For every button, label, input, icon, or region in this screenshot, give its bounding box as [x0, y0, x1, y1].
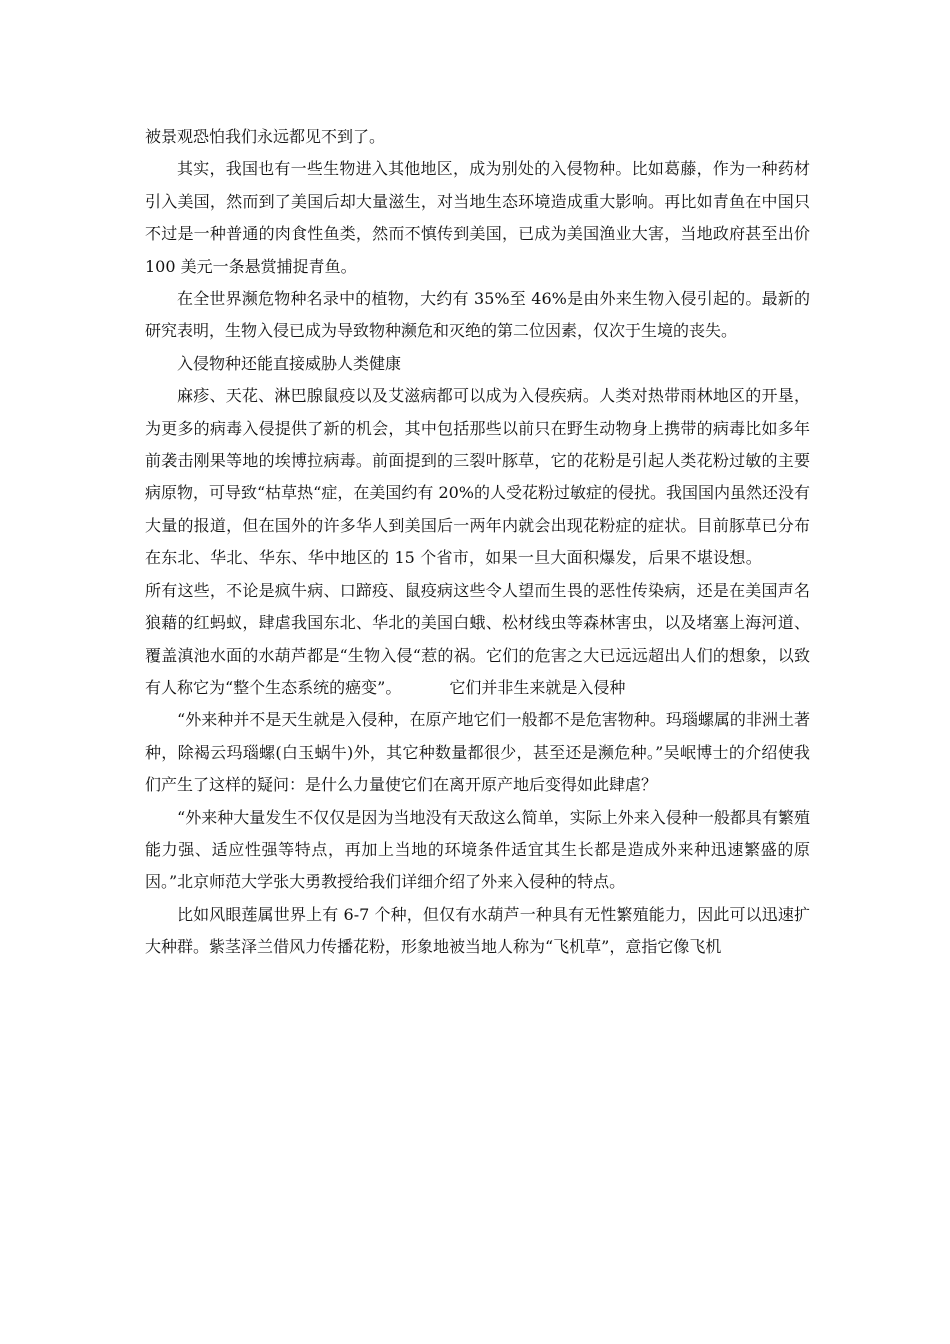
paragraph-invasive-diseases — [145, 380, 810, 704]
paragraph-invasive-species-abroad: 其实，我国也有一些生物进入其他地区，成为别处的入侵物种。比如葛藤，作为一种药材引入美国，然而到了美国后却大量滋生，对当地生态环境造成重大影响。再比如青鱼在中国只不过是一种普通的肉食性鱼类，然而不慎传到美国，已成为美国渔业大害，当地政府甚至出价 100 美元一条悬赏捕捉青鱼。 — [145, 159, 810, 276]
paragraph-endangered-plants: 在全世界濒危物种名录中的植物，大约有 35%至 46%是由外来生物入侵引起的。最新的研究表明，生物入侵已成为导致物种濒危和灭绝的第二位因素，仅次于生境的丧失。 — [145, 289, 810, 341]
paragraph-diseases-text: 麻疹、天花、淋巴腺鼠疫以及艾滋病都可以成为入侵疾病。人类对热带雨林地区的开垦，为更多的病毒入侵提供了新的机会，其中包括那些以前只在野生动物身上携带的病毒比如多年前袭击刚果等地的埃博拉病毒。前面提到的三裂叶豚草，它的花粉是引起人类花粉过敏的主要病原物，可导致“枯草热“症，在美国约有 20%的人受花粉过敏症的侵扰。我国国内虽然还没有大量的报道，但在国外的许多华人到美国后一两年内就会出现花粉症的症状。目前豚草已分布在东北、华北、华东、华中地区的 15 个省市，如果一旦大面积爆发，后果不堪设想。 — [145, 386, 811, 568]
section-heading-not-born-invasive: 它们并非生来就是入侵种 — [449, 677, 626, 697]
document-body — [145, 121, 810, 964]
section-heading-health-threat: 入侵物种还能直接威胁人类健康 — [177, 353, 402, 373]
paragraph-continuation: 被景观恐怕我们永远都见不到了。 — [145, 127, 386, 146]
paragraph-zhang-dayong-quote: “外来种大量发生不仅仅是因为当地没有天敌这么简单，实际上外来入侵种一般都具有繁殖能力强、适应性强等特点，再加上当地的环境条件适宜其生长都是造成外来种迅速繁盛的原因。”北京师范大学张大勇教授给我们详细介绍了外来入侵种的特点。 — [145, 807, 810, 892]
paragraph-all-these-text: 所有这些，不论是疯牛病、口蹄疫、鼠疫病这些令人望而生畏的恶性传染病，还是在美国声名狼藉的红蚂蚁，肆虐我国东北、华北的美国白蛾、松材线虫等森林害虫，以及堵塞上海河道、覆盖滇池水面的水葫芦都是“生物入侵“惹的祸。它们的危害之大已远远超出人们的想象，以致有人称它为“整个生态系统的癌变”。 — [145, 580, 810, 697]
paragraph-water-hyacinth: 比如风眼莲属世界上有 6-7 个种，但仅有水葫芦一种具有无性繁殖能力，因此可以迅速扩大种群。紫茎泽兰借风力传播花粉，形象地被当地人称为“飞机草”，意指它像飞机 — [145, 904, 810, 957]
paragraph-wu-min-quote: “外来种并不是天生就是入侵种，在原产地它们一般都不是危害物种。玛瑙螺属的非洲土著种，除褐云玛瑙螺(白玉蜗牛)外，其它种数量都很少，甚至还是濒危种。”吴岷博士的介绍使我们产生了这样的疑问：是什么力量使它们在离开原产地后变得如此肆虐？ — [145, 710, 810, 795]
